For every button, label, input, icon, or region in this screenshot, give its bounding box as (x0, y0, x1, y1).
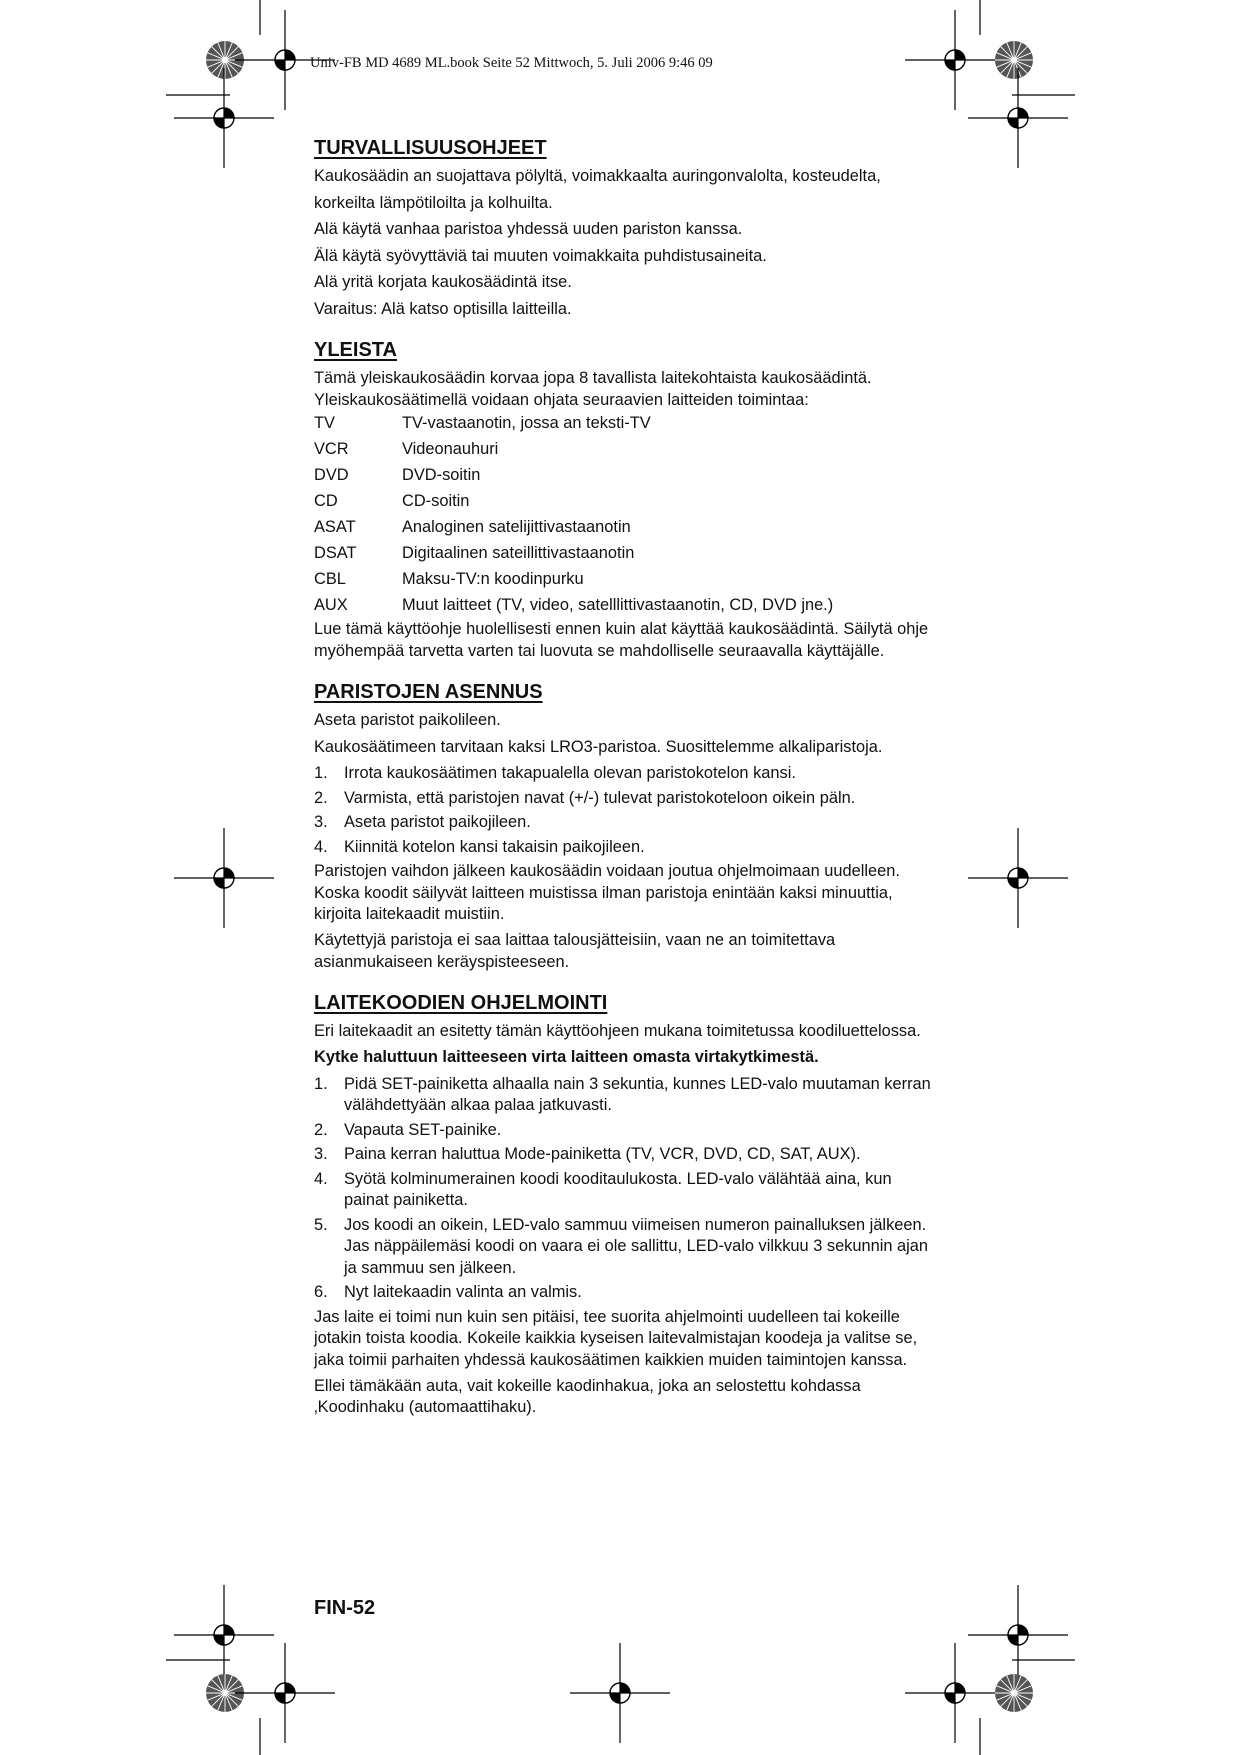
device-desc: Videonauhuri (402, 440, 499, 459)
step-number: 4. (314, 837, 328, 856)
step-number: 1. (314, 764, 328, 782)
step-text: Paina kerran haluttua Mode-painiketta (TV, VCR, DVD, CD, SAT, AUX). (344, 1145, 861, 1163)
list-item (314, 1120, 934, 1142)
print-info-header: Univ-FB MD 4689 ML.book Seite 52 Mittwoch, 5. Juli 2006 9:46 09 (310, 55, 713, 71)
programming-bold-instruction: Kytke haluttuun laitteeseen virta laitteen omasta virtakytkimestä. (314, 1048, 819, 1066)
device-row (314, 593, 934, 619)
programming-title: LAITEKOODIEN OHJELMOINTI (314, 992, 608, 1014)
batteries-p3: Paristojen vaihdon jälkeen kaukosäädin voidaan joutua ohjelmoimaan uudelleen. Koska koodit säilyvät laitteen muistissa ilman paristoja enintään kaksi minuuttia, kirjoita laitekaadit muistiin. (314, 862, 900, 923)
device-row (314, 515, 934, 541)
batteries-p2: Kaukosäätimeen tarvitaan kaksi LRO3-paristoa. Suosittelemme alkaliparistoja. (314, 737, 883, 756)
safety-title: TURVALLISUUSOHJEET (314, 137, 547, 159)
device-code: CBL (314, 570, 346, 589)
device-desc: Digitaalinen sateillittivastaanotin (402, 544, 635, 563)
batteries-title: PARISTOJEN ASENNUS (314, 681, 543, 703)
device-row (314, 541, 934, 567)
step-number: 5. (314, 1215, 328, 1234)
list-item (314, 1215, 934, 1280)
device-code: VCR (314, 440, 349, 459)
safety-line-6: Varaitus: Alä katso optisilla laitteilla. (314, 299, 572, 318)
device-desc: Maksu-TV:n koodinpurku (402, 570, 584, 589)
batteries-steps (314, 763, 934, 858)
safety-line-2: korkeilta lämpötiloilta ja kolhuilta. (314, 193, 553, 212)
programming-p2: Jas laite ei toimi nun kuin sen pitäisi, tee suorita ahjelmointi uudelleen tai kokeille jotakin toista koodia. Kokeile kaikkia kyseisen laitevalmistajan koodeja ja valitse se, jaka toimii parhaiten yhdessä kaukosäätimen kaikkien muiden taimintojen kanssa. (314, 1307, 918, 1369)
page-number: FIN-52 (314, 1597, 376, 1619)
step-number: 1. (314, 1074, 328, 1093)
list-item (314, 763, 934, 785)
step-text: Vapauta SET-painike. (344, 1120, 502, 1139)
list-item (314, 788, 934, 810)
device-desc: Muut laitteet (TV, video, satelllittivastaanotin, CD, DVD jne.) (402, 596, 834, 615)
programming-steps (314, 1074, 934, 1304)
list-item (314, 1074, 934, 1117)
safety-line-4: Älä käytä syövyttäviä tai muuten voimakkaita puhdistusaineita. (314, 246, 767, 265)
list-item (314, 1169, 934, 1212)
batteries-p1: Aseta paristot paikolileen. (314, 711, 501, 729)
step-text: Irrota kaukosäätimen takapualella olevan paristokotelon kansi. (344, 764, 796, 782)
step-text: Varmista, että paristojen navat (+/-) tulevat paristokoteloon oikein päln. (344, 788, 856, 807)
step-number: 2. (314, 1120, 328, 1139)
step-number: 2. (314, 788, 328, 807)
step-text: Jos koodi an oikein, LED-valo sammuu viimeisen numeron painalluksen jälkeen. Jas näppäilemäsi koodi on vaara ei ole sallittu, LED-valo vilkkuu 3 sekunnin ajan ja sammuu sen jälkeen. (344, 1215, 929, 1277)
general-intro-1: Tämä yleiskaukosäädin korvaa jopa 8 tavallista laitekohtaista kaukosäädintä. (314, 369, 872, 387)
device-desc: CD-soitin (402, 492, 470, 511)
list-item (314, 1282, 934, 1304)
general-title: YLEISTA (314, 339, 397, 361)
safety-section (314, 134, 934, 320)
step-number: 4. (314, 1169, 328, 1188)
device-desc: Analoginen satelijittivastaanotin (402, 518, 631, 537)
device-code: TV (314, 414, 335, 433)
device-row (314, 489, 934, 515)
batteries-p4: Käytettyjä paristoja ei saa laittaa talousjätteisiin, vaan ne an toimitettava asianmukaiseen keräyspisteeseen. (314, 931, 836, 971)
step-text: Nyt laitekaadin valinta an valmis. (344, 1283, 582, 1301)
general-section (314, 336, 934, 662)
device-desc: TV-vastaanotin, jossa an teksti-TV (402, 414, 651, 433)
device-code: ASAT (314, 518, 356, 537)
device-desc: DVD-soitin (402, 466, 481, 485)
programming-p3: Ellei tämäkään auta, vait kokeille kaodinhakua, joka an selostettu kohdassa ‚Koodinhaku (automaattihaku). (314, 1376, 861, 1416)
safety-line-3: Alä käytä vanhaa paristoa yhdessä uuden pariston kanssa. (314, 220, 743, 238)
safety-line-1: Kaukosäädin an suojattava pölyltä, voimakkaalta auringonvalolta, kosteudelta, (314, 167, 881, 185)
device-row (314, 567, 934, 593)
general-outro: Lue tämä käyttöohje huolellisesti ennen kuin alat käyttää kaukosäädintä. Säilytä ohje myöhempää tarvetta varten tai luovuta se mahdolliselle seuraavalla käyttäjälle. (314, 620, 929, 660)
step-text: Syötä kolminumerainen koodi kooditaulukosta. LED-valo välähtää aina, kun painat painiketta. (344, 1169, 892, 1209)
general-intro-2: Yleiskaukosäätimellä voidaan ohjata seuraavien laitteiden toimintaa: (314, 390, 809, 409)
device-row (314, 437, 934, 463)
list-item (314, 837, 934, 859)
device-row (314, 411, 934, 437)
device-code: DSAT (314, 544, 357, 563)
step-number: 3. (314, 1145, 328, 1163)
step-text: Kiinnitä kotelon kansi takaisin paikojileen. (344, 837, 645, 856)
step-text: Pidä SET-painiketta alhaalla nain 3 sekuntia, kunnes LED-valo muutaman kerran välähdettyään alkaa palaa jatkuvasti. (344, 1074, 931, 1114)
programming-p1: Eri laitekaadit an esitetty tämän käyttöohjeen mukana toimitetussa koodiluettelossa. (314, 1022, 921, 1040)
device-row (314, 463, 934, 489)
list-item (314, 812, 934, 834)
device-code: AUX (314, 596, 348, 615)
document-body (314, 134, 934, 1435)
step-number: 3. (314, 813, 328, 831)
safety-line-5: Alä yritä korjata kaukosäädintä itse. (314, 273, 572, 291)
batteries-section (314, 678, 934, 973)
device-list (314, 411, 934, 619)
step-text: Aseta paristot paikojileen. (344, 813, 531, 831)
list-item (314, 1144, 934, 1166)
device-code: DVD (314, 466, 349, 485)
device-code: CD (314, 492, 338, 511)
programming-section (314, 989, 934, 1419)
step-number: 6. (314, 1283, 328, 1301)
